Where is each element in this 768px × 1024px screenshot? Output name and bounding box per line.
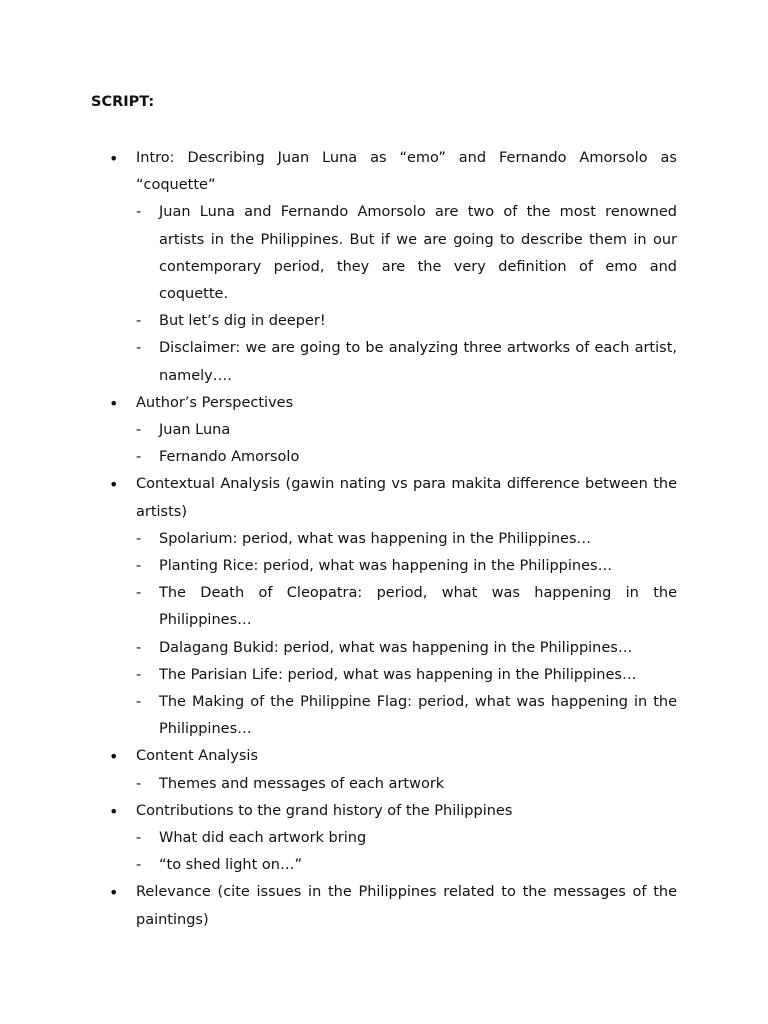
sub-list bbox=[136, 199, 677, 389]
dash-icon: - bbox=[136, 530, 142, 547]
outline-item-text: Contextual Analysis (gawin nating vs para makita difference between the artists) bbox=[136, 476, 677, 520]
dash-icon: - bbox=[136, 422, 142, 439]
sub-item bbox=[108, 689, 677, 743]
sub-item bbox=[108, 852, 677, 879]
dash-icon: - bbox=[136, 775, 142, 792]
dash-icon: - bbox=[136, 585, 142, 602]
sub-item bbox=[108, 526, 677, 553]
outline-item-text: Content Analysis bbox=[136, 748, 259, 765]
outline-item bbox=[108, 743, 677, 797]
sub-item-text: The Making of the Philippine Flag: period, what was happening in the Philippines… bbox=[159, 694, 677, 738]
sub-item bbox=[108, 580, 677, 634]
sub-list bbox=[136, 417, 677, 471]
bullet-icon: • bbox=[109, 149, 119, 168]
sub-item bbox=[108, 771, 677, 798]
sub-item-text: What did each artwork bring bbox=[159, 830, 367, 847]
outline-item-text: Author’s Perspectives bbox=[136, 394, 294, 411]
dash-icon: - bbox=[136, 694, 142, 711]
dash-icon: - bbox=[136, 857, 142, 874]
script-outline bbox=[108, 145, 677, 934]
outline-item-text: Contributions to the grand history of the Philippines bbox=[136, 802, 513, 819]
sub-item-text: But let’s dig in deeper! bbox=[159, 313, 326, 330]
outline-item bbox=[108, 145, 677, 390]
sub-item bbox=[108, 553, 677, 580]
bullet-icon: • bbox=[109, 393, 119, 413]
sub-item-text: Planting Rice: period, what was happening in the Philippines… bbox=[159, 558, 613, 575]
sub-item-text: Juan Luna bbox=[159, 422, 231, 439]
dash-icon: - bbox=[136, 830, 142, 847]
sub-item-text: “to shed light on…” bbox=[159, 857, 302, 874]
outline-item-text: Intro: Describing Juan Luna as “emo” and Fernando Amorsolo as “coquette” bbox=[136, 150, 677, 194]
sub-list bbox=[136, 771, 677, 798]
dash-icon: - bbox=[136, 449, 142, 466]
sub-item bbox=[108, 825, 677, 852]
bullet-icon: • bbox=[109, 883, 119, 903]
dash-icon: - bbox=[136, 340, 142, 357]
sub-item-text: Juan Luna and Fernando Amorsolo are two of the most renowned artists in the Philippines. But if we are going to describe them in our contemporary period, they are the very definition of emo and coquette. bbox=[159, 204, 677, 303]
outline-item-text: Relevance (cite issues in the Philippines related to the messages of the paintings) bbox=[136, 884, 677, 928]
sub-list bbox=[136, 825, 677, 879]
outline-item bbox=[108, 879, 677, 933]
sub-item bbox=[108, 662, 677, 689]
sub-item-text: Disclaimer: we are going to be analyzing three artworks of each artist, namely…. bbox=[159, 340, 677, 384]
outline-item bbox=[108, 390, 677, 472]
sub-item bbox=[108, 444, 677, 471]
sub-list bbox=[136, 526, 677, 744]
outline-item bbox=[108, 471, 677, 743]
sub-item-text: Dalagang Bukid: period, what was happening in the Philippines… bbox=[159, 639, 633, 656]
sub-item-text: Themes and messages of each artwork bbox=[159, 775, 445, 792]
dash-icon: - bbox=[136, 639, 142, 656]
sub-item-text: The Death of Cleopatra: period, what was happening in the Philippines… bbox=[159, 585, 677, 629]
sub-item bbox=[108, 335, 677, 389]
dash-icon: - bbox=[136, 204, 142, 221]
outline-item bbox=[108, 798, 677, 880]
sub-item bbox=[108, 199, 677, 308]
sub-item-text: Spolarium: period, what was happening in the Philippines… bbox=[159, 530, 592, 547]
bullet-icon: • bbox=[109, 801, 119, 821]
sub-item bbox=[108, 308, 677, 335]
dash-icon: - bbox=[136, 666, 142, 683]
bullet-icon: • bbox=[109, 475, 119, 495]
sub-item bbox=[108, 635, 677, 662]
sub-item-text: Fernando Amorsolo bbox=[159, 449, 300, 466]
page-title: SCRIPT: bbox=[91, 94, 155, 110]
dash-icon: - bbox=[136, 558, 142, 575]
sub-item-text: The Parisian Life: period, what was happening in the Philippines… bbox=[159, 666, 637, 683]
dash-icon: - bbox=[136, 313, 142, 330]
sub-item bbox=[108, 417, 677, 444]
bullet-icon: • bbox=[109, 747, 119, 767]
